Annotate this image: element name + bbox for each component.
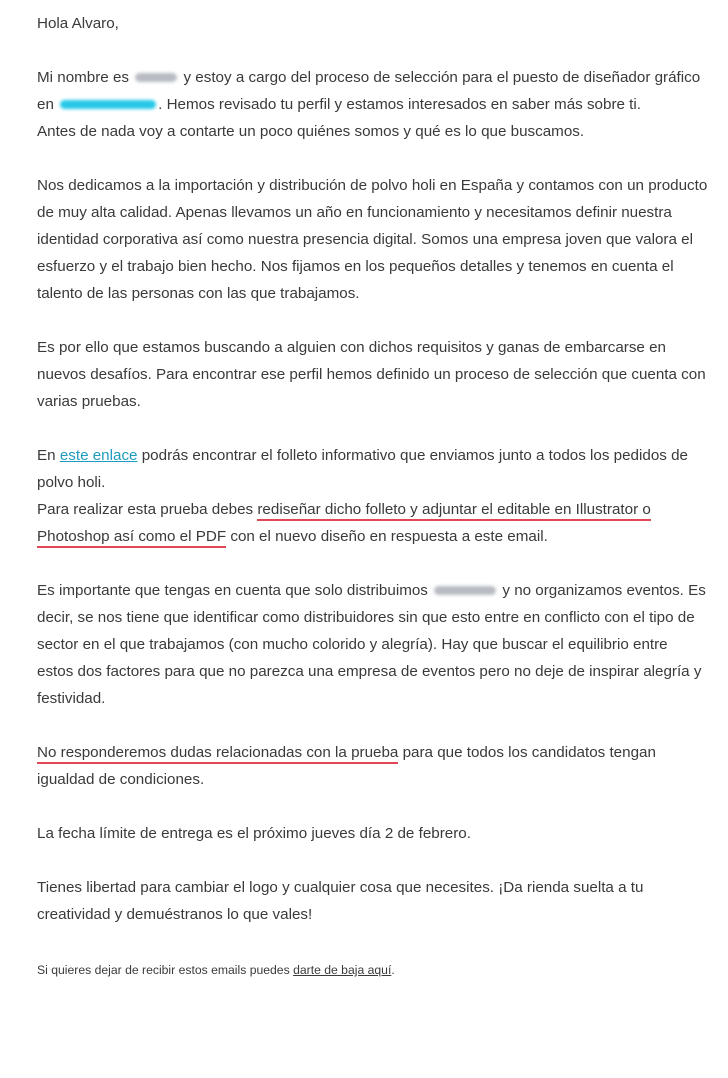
redacted-company-link[interactable]	[60, 100, 156, 109]
company-paragraph: Nos dedicamos a la importación y distribución de polvo holi en España y contamos con un producto de muy alta calidad. Apenas llevamos un año en funcionamiento y necesitamos definir nuestra identidad corporativa así como nuestra presencia digital. Somos una empresa joven que valora el esfuerzo y el trabajo bien hecho. Nos fijamos en los pequeños detalles y tenemos en cuenta el talento de las personas con las que trabajamos.	[37, 177, 708, 302]
deadline-paragraph: La fecha límite de entrega es el próximo jueves día 2 de febrero.	[37, 825, 471, 842]
intro-paragraph-line2: Antes de nada voy a contarte un poco quiénes somos y qué es lo que buscamos.	[37, 123, 585, 140]
redacted-sender-name	[135, 73, 177, 82]
questions-paragraph: No responderemos dudas relacionadas con la prueba para que todos los candidatos tengan igualdad de condiciones.	[37, 744, 656, 788]
unsubscribe-link[interactable]: darte de baja aquí	[293, 963, 392, 977]
intro-paragraph: Mi nombre es y estoy a cargo del proceso de selección para el puesto de diseñador gráfico en . Hemos revisado tu perfil y estamos interesados en saber más sobre ti.	[37, 69, 701, 113]
task-paragraph: Para realizar esta prueba debes rediseñar dicho folleto y adjuntar el editable en Illustrator o Photoshop así como el PDF con el nuevo diseño en respuesta a este email.	[37, 496, 708, 550]
redacted-product	[434, 586, 496, 595]
task-highlight: rediseñar dicho folleto y adjuntar el editable en Illustrator o Photoshop así como el PDF	[37, 501, 651, 548]
brochure-paragraph: En este enlace podrás encontrar el folleto informativo que enviamos junto a todos los pedidos de polvo holi.	[37, 447, 688, 491]
distribution-paragraph: Es importante que tengas en cuenta que solo distribuimos y no organizamos eventos. Es decir, se nos tiene que identificar como distribuidores sin que esto entre en conflicto con el tipo de sector en el que trabajamos (con mucho colorido y alegría). Hay que buscar el equilibrio entre estos dos factores para que no parezca una empresa de eventos pero no deje de inspirar alegría y festividad.	[37, 582, 706, 707]
email-greeting: Hola Alvaro,	[37, 15, 119, 32]
questions-highlight: No responderemos dudas relacionadas con la prueba	[37, 744, 398, 764]
freedom-paragraph: Tienes libertad para cambiar el logo y cualquier cosa que necesites. ¡Da rienda suelta a tu creatividad y demuéstranos lo que vales!	[37, 879, 644, 923]
search-paragraph: Es por ello que estamos buscando a alguien con dichos requisitos y ganas de embarcarse en nuevos desafíos. Para encontrar ese perfil hemos definido un proceso de selección que cuenta con varias pruebas.	[37, 339, 706, 410]
unsubscribe-footer: Si quieres dejar de recibir estos emails puedes darte de baja aquí.	[37, 963, 395, 977]
brochure-link[interactable]: este enlace	[59, 447, 138, 464]
